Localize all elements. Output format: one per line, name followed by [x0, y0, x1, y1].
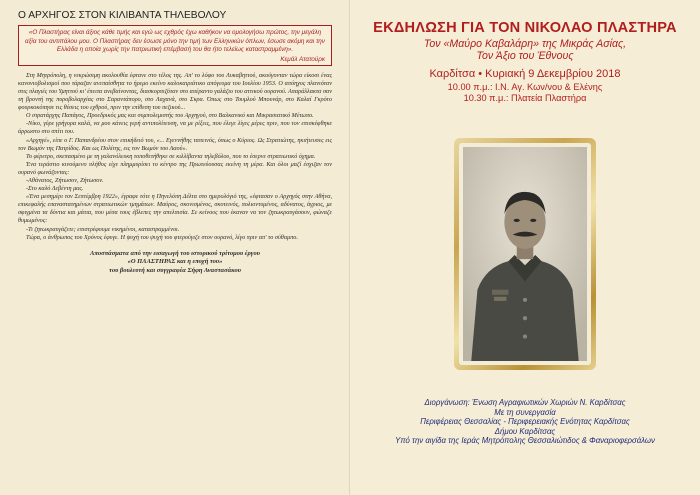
paragraph: -Τι ζητωκραυγάζετε; επιστρέφουμε νικημένοι, καταστραμμένοι.: [26, 225, 180, 233]
citation-line: Αποσπάσματα από την εισαγωγή του ιστορικού τρίτομου έργου: [90, 249, 260, 257]
paragraph: Στη Μητρόπολη, η νεκρώσιμη ακολουθία έφτανε στο τέλος της. Απ' το λόφο του Λυκαβηττού, ακούγονταν τώρα είκοσι ένας κανονιοβολισμοί που τάραζαν ανεπαίσθητα το ήρεμο εκείνο καλοκαιριάτικο απόγευμα του Ιουλίου 1953. Ο απόηχος πλανιόταν στις πλαγιές του Υμηττού κι' έπειτα ανεβαίνοντας, διασκορπιζόταν στο απέραντο γαλάζιο του αττικού ουρανού. Απαράλλακτα σαν τη βροντή της πυροβολαρχίας στο Σαραντάπορο, στο Λαχανά, στο Σκρα. Όπως στο Τουμλού Μπουνάρ, στο Καλαί Γκρότο φουρκοκόπησε τις θέσεις του εχθρού, πριν την επίθεση του πεζικού...: [18, 71, 332, 112]
paragraph: Ένα τεράστιο κινούμενο πλήθος είχε πλημμυρίσει το κέντρο της Πρωτεύουσας εκείνη τη μέρα. Και όλοι μαζί έσχιζαν τον ουρανό φωνάζοντας:: [18, 160, 332, 176]
paragraph: Τώρα, ο άνθρωπος του Χρόνος έφυγε. Η ψυχή του ψυχή του φτερούγιζε στον ουρανό, λίγο πριν απ' το σύθαμπο.: [26, 233, 298, 241]
paragraph: -Αθάνατος, Ζήτωσον, Ζήτωσον.: [26, 177, 104, 184]
portrait-mat: [459, 143, 591, 365]
citation-line: του βουλευτή και συγγραφέα Σήφη Αναστασάκου: [109, 266, 241, 274]
section-title: Ο ΑΡΧΗΓΟΣ ΣΤΟΝ ΚΙΛΙΒΑΝΤΑ ΤΗΛΕΒΟΛΟΥ: [18, 10, 227, 21]
event-subtitle: [350, 38, 700, 63]
portrait-frame: [454, 138, 596, 370]
organizer-line: Δήμου Καρδίτσας: [494, 426, 556, 436]
paragraph: «Αρχηγέ», είπε ο Γ. Παπανδρέου στον επικήδειό του, «... Εγεννήθης ταπεινός, όπως ο Κύριος. Ως Στρατιώτης, ηκιήτευσες εις τον Βωμόν της Πατρίδος. Και ως Πολίτης, εις τον Βωμόν του Λαού».: [18, 136, 332, 152]
organizers: [350, 398, 700, 446]
paragraph: «Ένα μεσημέρι τον Σεπτέμβρη 1922», έγραφε τότε η Πηνελόπη Δέλτα στο ημερολόγιό της, «έφτασαν ο Αρχηγός στην Αθήνα, επικεφαλής επαναστατημένων στρατιωτικών τμημάτων. Μαύρος, σκονισμένος, σκοτεινός, πολιοντυμένος, αδύνατος, άγριος, με σφιγμένα τα δόντια και μάτια, που μέσα τους έβλεπες την απελπισία. Σε κείνους που έκαναν να τον ζητωκραυγάσουν, φώναζε θυμωμένος:: [18, 193, 332, 225]
citation-line: «Ο ΠΛΑΣΤΗΡΑΣ και η εποχή του»: [127, 258, 223, 266]
organizer-line: Διοργάνωση: Ένωση Αγραφιωτικών Χωριών Ν. Καρδίτσας: [424, 398, 626, 407]
organizer-line: Με τη συνεργασία: [494, 407, 556, 417]
citation: [14, 250, 336, 275]
subtitle-line: Τον «Μαύρο Καβαλάρη» της Μικράς Ασίας,: [423, 38, 627, 50]
paragraph: -Στο καλό Λεβέντη μας.: [26, 185, 84, 193]
event-date: Καρδίτσα • Κυριακή 9 Δεκεμβρίου 2018: [429, 67, 621, 80]
quote-text: «Ο Πλαστήρας είναι άξιος κάθε τιμής και εγώ ως εχθρός έχω καθήκον να ομολογήσω πρώτος, την μεγάλη αξία του αντιπάλου μου. Ο Πλαστήρας δεν έσωσε μόνο την τιμή των Ελληνικών όπλων, έσωσε ακόμη και την Ελλάδα η οποία χωρίς την πατριωτική επέμβασή του θα ήτο τελείως καταστραμμένη».: [25, 29, 325, 54]
quote-box: [18, 25, 332, 66]
portrait-illustration: [463, 147, 587, 361]
article-body: [18, 72, 332, 242]
schedule-line: 10.30 π.μ.: Πλατεία Πλαστήρα: [463, 92, 587, 103]
quote-author: Κεμάλ Ατατούρκ: [280, 55, 325, 63]
portrait-photo: [463, 147, 587, 361]
organizer-line: Περιφέρειας Θεσσαλίας - Περιφερειακής Ενότητας Καρδίτσας: [420, 417, 630, 427]
paragraph: Το φέρετρο, σκεπασμένο με τη γαλανόλευκη τοποθετήθηκε σε κιλλίβαντα τηλεβόλου, που το έσερνε στρατιωτικό όχημα.: [26, 152, 316, 160]
right-page: [350, 0, 700, 495]
organizer-line: Υπό την αιγίδα της Ιεράς Μητρόπολης Θεσσαλιώτιδος & Φαναριοφερσάλων: [395, 436, 655, 446]
schedule-line: 10.00 π.μ.: Ι.Ν. Αγ. Κων/νου & Ελένης: [447, 81, 603, 92]
subtitle-line: Τον Άξιο του Έθνους: [476, 50, 574, 63]
paragraph: -Νίκο, γύρε γρήγορα καλά, να μου κάνεις γερή αντιπολίτευση, να με ρίξεις, που έλεγε λίγες μέρες πριν, που τον επισκέφθηκε άρρωστο στο σπίτι του.: [18, 120, 332, 136]
event-title: ΕΚΔΗΛΩΣΗ ΓΙΑ ΤΟΝ ΝΙΚΟΛΑΟ ΠΛΑΣΤΗΡΑ: [373, 20, 677, 36]
paragraph: Ο στρατάρχης Παπάγος, Προεδρικός μας και συμπολεμιστής του Αρχηγού, στο Βαλκανικό και Μικρασιατικό Μέτωπο.: [26, 112, 314, 120]
event-schedule: [350, 82, 700, 104]
